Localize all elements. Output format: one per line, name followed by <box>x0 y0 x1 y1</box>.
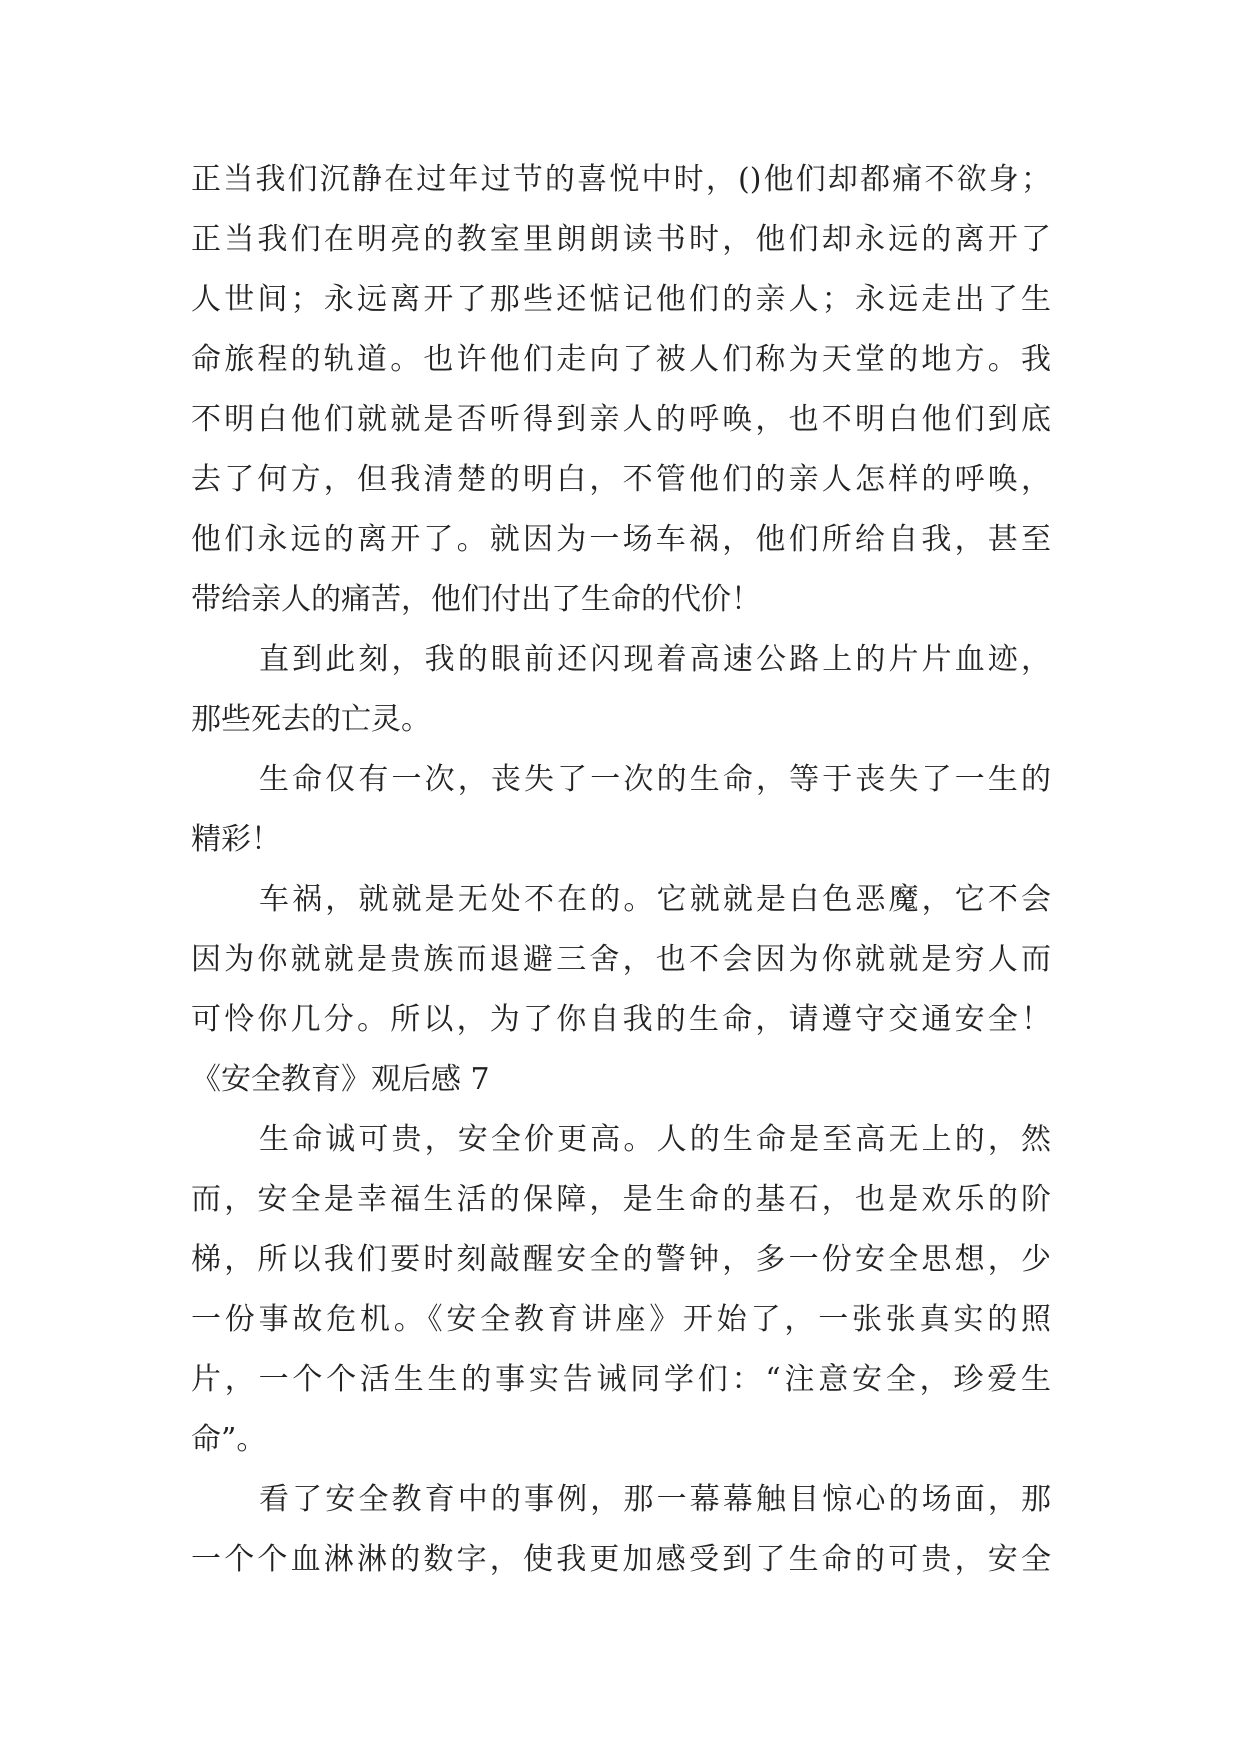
text-line: 命旅程的轨道。也许他们走向了被人们称为天堂的地方。我 <box>191 342 1051 377</box>
text-line: 精彩！ <box>191 822 281 857</box>
document-body <box>191 160 1051 1600</box>
text-line: 正当我们在明亮的教室里朗朗读书时，他们却永远的离开了 <box>191 222 1051 257</box>
text-line: 片，一个个活生生的事实告诫同学们：“注意安全，珍爱生 <box>191 1362 1051 1397</box>
paragraph-first-line: 看了安全教育中的事例，那一幕幕触目惊心的场面，那 <box>259 1482 1051 1517</box>
text-line: 梯，所以我们要时刻敲醒安全的警钟，多一份安全思想，少 <box>191 1242 1051 1277</box>
text-line: 不明白他们就就是否听得到亲人的呼唤，也不明白他们到底 <box>191 402 1051 437</box>
text-line: 因为你就就是贵族而退避三舍，也不会因为你就就是穷人而 <box>191 942 1051 977</box>
text-line: 人世间；永远离开了那些还惦记他们的亲人；永远走出了生 <box>191 282 1051 317</box>
text-line: 正当我们沉静在过年过节的喜悦中时，()他们却都痛不欲身； <box>191 162 1051 197</box>
text-line: 命”。 <box>191 1422 267 1457</box>
text-line: 他们永远的离开了。就因为一场车祸，他们所给自我，甚至 <box>191 522 1051 557</box>
section-heading: 《安全教育》观后感 7 <box>191 1062 490 1097</box>
text-line: 一个个血淋淋的数字，使我更加感受到了生命的可贵，安全 <box>191 1542 1051 1577</box>
paragraph-first-line: 生命仅有一次，丧失了一次的生命，等于丧失了一生的 <box>259 762 1051 797</box>
text-line: 那些死去的亡灵。 <box>191 702 431 737</box>
paragraph-first-line: 生命诚可贵，安全价更高。人的生命是至高无上的，然 <box>259 1122 1051 1157</box>
text-line: 可怜你几分。所以，为了你自我的生命，请遵守交通安全！ <box>191 1002 1051 1037</box>
text-line: 去了何方，但我清楚的明白，不管他们的亲人怎样的呼唤， <box>191 462 1051 497</box>
text-line: 带给亲人的痛苦，他们付出了生命的代价！ <box>191 582 761 617</box>
text-line: 一份事故危机。《安全教育讲座》开始了，一张张真实的照 <box>191 1302 1051 1337</box>
paragraph-first-line: 车祸，就就是无处不在的。它就就是白色恶魔，它不会 <box>259 882 1051 917</box>
paragraph-first-line: 直到此刻，我的眼前还闪现着高速公路上的片片血迹， <box>259 642 1051 677</box>
text-line: 而，安全是幸福生活的保障，是生命的基石，也是欢乐的阶 <box>191 1182 1051 1217</box>
